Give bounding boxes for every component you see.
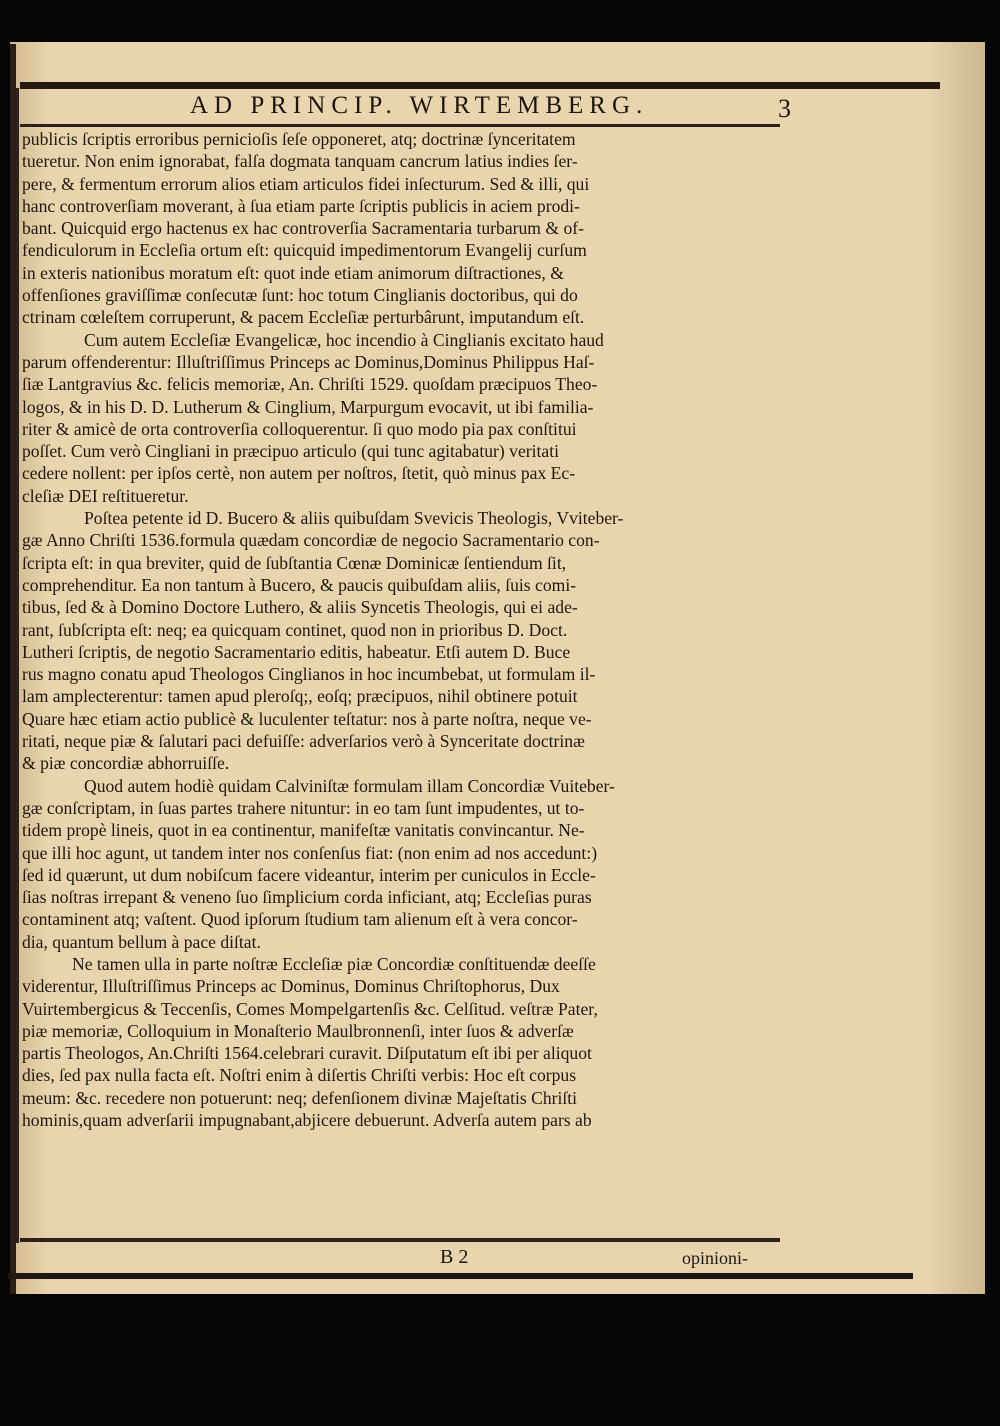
- text-line: Quare hæc etiam actio publicè & luculenter teſtatur: nos à parte noſtra, neque ve-: [22, 708, 592, 729]
- text-line: publicis ſcriptis erroribus pernicioſis ſeſe opponeret, atq; doctrinæ ſynceritatem: [22, 129, 576, 149]
- text-line: ſiæ Lantgravius &c. felicis memoriæ, An. Chriſti 1529. quoſdam præcipuos Theo-: [22, 374, 598, 395]
- catchword: opinioni-: [682, 1248, 748, 1268]
- running-head: AD PRINCIP. WIRTEMBERG.: [190, 92, 649, 119]
- text-line: Vuirtembergicus & Teccenſis, Comes Mompelgartenſis &c. Celſitud. veſtræ Pater,: [22, 998, 598, 1019]
- text-line: gæ conſcriptam, in ſuas partes trahere nituntur: in eo tam ſunt impudentes, ut to-: [22, 797, 585, 818]
- text-line: Quod autem hodiè quidam Calviniſtæ formulam illam Concordiæ Vuiteber-: [84, 775, 615, 796]
- text-line: Cum autem Eccleſiæ Evangelicæ, hoc incendio à Cinglianis excitato haud: [84, 329, 604, 350]
- page-number: 3: [778, 94, 791, 123]
- text-line: ſcripta eſt: in qua breviter, quid de ſubſtantia Cœnæ Dominicæ ſentiendum ſit,: [22, 552, 567, 573]
- text-line: parum offenderentur: Illuſtriſſimus Princeps ac Dominus,Dominus Philippus Haſ-: [22, 351, 595, 372]
- text-line: comprehenditur. Ea non tantum à Bucero, & paucis quibuſdam aliis, ſuis comi-: [22, 574, 577, 595]
- text-line: tidem propè lineis, quot in ea continentur, manifeſtæ vanitatis convincantur. Ne-: [22, 820, 585, 841]
- text-line: Ne tamen ulla in parte noſtræ Eccleſiæ piæ Concordiæ conſtituendæ deeſſe: [72, 953, 596, 974]
- left-margin-rule: [16, 88, 19, 1243]
- text-line: riter & amicè de orta controverſia colloquerentur. ſi quo modo pia pax conſtitui: [22, 418, 577, 439]
- text-line: in exteris nationibus moratum eſt: quot inde etiam animorum diſtractiones, &: [22, 262, 564, 283]
- text-line: rus magno conatu apud Theologos Cinglianos in hoc incumbebat, ut formulam il-: [22, 664, 596, 685]
- text-line: rant, ſubſcripta eſt: neq; ea quicquam continet, quod non in prioribus D. Doct.: [22, 619, 568, 640]
- text-line: dies, ſed pax nulla facta eſt. Noſtri enim à diſertis Chriſti verbis: Hoc eſt corpus: [22, 1065, 577, 1086]
- bottom-rule: [20, 1238, 780, 1242]
- text-line: lam amplecterentur: tamen apud pleroſq;, eoſq; præcipuos, nihil obtinere potuit: [22, 686, 578, 707]
- text-line: ſias noſtras irrepant & veneno ſuo ſimplicium corda inficiant, atq; Eccleſias puras: [22, 887, 592, 908]
- text-line: pere, & fermentum errorum alios etiam articulos fidei inſecturum. Sed & illi, qui: [22, 173, 590, 194]
- text-line: ritati, neque piæ & ſalutari paci defuiſſe: adverſarios verò à Synceritate doctrinæ: [22, 731, 585, 752]
- top-rule: [20, 82, 940, 89]
- text-line: hominis,quam adverſarii impugnabant,abjicere debuerunt. Adverſa autem pars ab: [22, 1110, 592, 1131]
- text-line: dia, quantum bellum à pace diſtat.: [22, 931, 261, 952]
- header-underline: [20, 124, 780, 127]
- text-line: piæ memoriæ, Colloquium in Monaſterio Maulbronnenſi, inter ſuos & adverſæ: [22, 1020, 574, 1041]
- text-line: ſed id quærunt, ut dum nobiſcum facere videantur, interim per cuniculos in Eccle-: [22, 864, 596, 885]
- text-line: & piæ concordiæ abhorruiſſe.: [22, 753, 230, 774]
- text-line: que illi hoc agunt, ut tandem inter nos conſenſus fiat: (non enim ad nos accedunt:): [22, 842, 598, 863]
- text-line: cedere nollent: per ipſos certè, non autem per noſtros, ſtetit, quò minus pax Ec-: [22, 463, 576, 484]
- text-line: bant. Quicquid ergo hactenus ex hac controverſia Sacramentaria turbarum & of-: [22, 218, 584, 239]
- text-line: ctrinam cœleſtem corruperunt, & pacem Eccleſiæ perturbârunt, imputandum eſt.: [22, 307, 585, 328]
- text-line: hanc controverſiam moverant, à ſua etiam parte ſcriptis publicis in aciem prodi-: [22, 195, 580, 216]
- footer-rule: [8, 1273, 913, 1279]
- text-line: partis Theologos, An.Chriſti 1564.celebrari curavit. Diſputatum eſt ibi per aliquot: [22, 1043, 592, 1064]
- text-line: contaminent atq; vaſtent. Quod ipſorum ſtudium tam alienum eſt à vera concor-: [22, 909, 578, 930]
- text-line: gæ Anno Chriſti 1536.formula quædam concordiæ de negocio Sacramentario con-: [22, 530, 600, 551]
- text-line: meum: &c. recedere non potuerunt: neq; defenſionem divinæ Majeſtatis Chriſti: [22, 1087, 578, 1108]
- text-line: tibus, ſed & à Domino Doctore Luthero, & aliis Syncetis Theologis, qui ei ade-: [22, 597, 578, 618]
- text-line: Poſtea petente id D. Bucero & aliis quibuſdam Svevicis Theologis, Vviteber-: [84, 508, 624, 529]
- text-line: Lutheri ſcriptis, de negotio Sacramentario editis, habeatur. Etſi autem D. Buce: [22, 641, 571, 662]
- body-text: [22, 128, 792, 1131]
- text-line: tueretur. Non enim ignorabat, falſa dogmata tanquam cancrum latius indies ſer-: [22, 151, 578, 172]
- text-line: fendiculorum in Eccleſia ortum eſt: quicquid impedimentorum Evangelij curſum: [22, 240, 587, 261]
- text-line: poſſet. Cum verò Cingliani in præcipuo articulo (qui tunc agitabatur) veritati: [22, 441, 559, 462]
- text-line: logos, & in his D. D. Lutherum & Cinglium, Marpurgum evocavit, ut ibi familia-: [22, 396, 594, 417]
- text-line: offenſiones graviſſimæ conſecutæ ſunt: hoc totum Cinglianis doctoribus, qui do: [22, 285, 578, 306]
- signature-mark: B 2: [440, 1246, 469, 1268]
- text-line: viderentur, Illuſtriſſimus Princeps ac Dominus, Dominus Chriſtophorus, Dux: [22, 976, 560, 997]
- text-line: cleſiæ DEI reſtitueretur.: [22, 485, 189, 506]
